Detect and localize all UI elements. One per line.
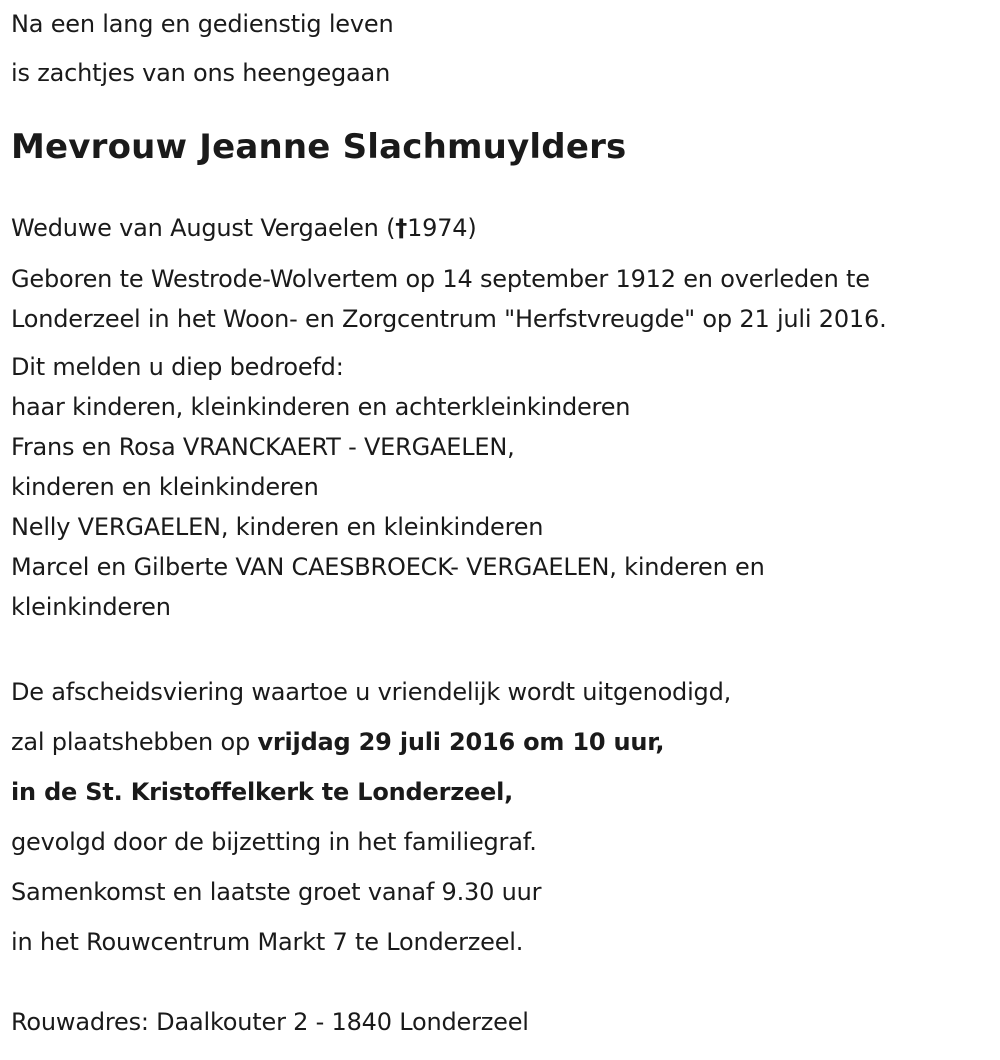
gathering-line: Samenkomst en laatste groet vanaf 9.30 uur [11, 878, 542, 906]
family-line: Marcel en Gilberte VAN CAESBROECK- VERGAELEN, kinderen en [11, 553, 765, 581]
intro-line-1: Na een lang en gedienstig leven [11, 10, 394, 38]
ceremony-invitation: De afscheidsviering waartoe u vriendelijk wordt uitgenodigd, [11, 678, 732, 706]
widow-line [11, 209, 996, 247]
family-announcement: Dit melden u diep bedroefd: [11, 353, 344, 381]
family-line: kleinkinderen [11, 593, 171, 621]
ceremony-date: vrijdag 29 juli 2016 om 10 uur, [257, 728, 665, 756]
widow-prefix: Weduwe van August Vergaelen ( [11, 214, 396, 242]
widow-suffix: 1974) [407, 214, 477, 242]
family-line: kinderen en kleinkinderen [11, 473, 319, 501]
family-line: haar kinderen, kleinkinderen en achterkleinkinderen [11, 393, 631, 421]
family-line: Frans en Rosa VRANCKAERT - VERGAELEN, [11, 433, 515, 461]
cross-icon: † [395, 214, 408, 242]
ceremony-date-prefix: zal plaatshebben op [11, 728, 258, 756]
mourning-address: Rouwadres: Daalkouter 2 - 1840 Londerzeel [11, 1008, 529, 1036]
intro-line-2: is zachtjes van ons heengegaan [11, 59, 391, 87]
death-notice [11, 0, 996, 1047]
ceremony-location: in de St. Kristoffelkerk te Londerzeel, [11, 778, 514, 806]
ceremony-date-line [11, 717, 996, 767]
gathering-place-line: in het Rouwcentrum Markt 7 te Londerzeel. [11, 928, 524, 956]
birth-death-paragraph: Geboren te Westrode-Wolvertem op 14 september 1912 en overleden te Londerzeel in het Woon- en Zorgcentrum "Herfstvreugde" op 21 juli 2016. [11, 265, 887, 333]
burial-line: gevolgd door de bijzetting in het familiegraf. [11, 828, 537, 856]
deceased-name: Mevrouw Jeanne Slachmuylders [11, 127, 627, 167]
family-list [11, 347, 996, 627]
family-line: Nelly VERGAELEN, kinderen en kleinkinderen [11, 513, 544, 541]
ceremony-details [11, 667, 996, 967]
